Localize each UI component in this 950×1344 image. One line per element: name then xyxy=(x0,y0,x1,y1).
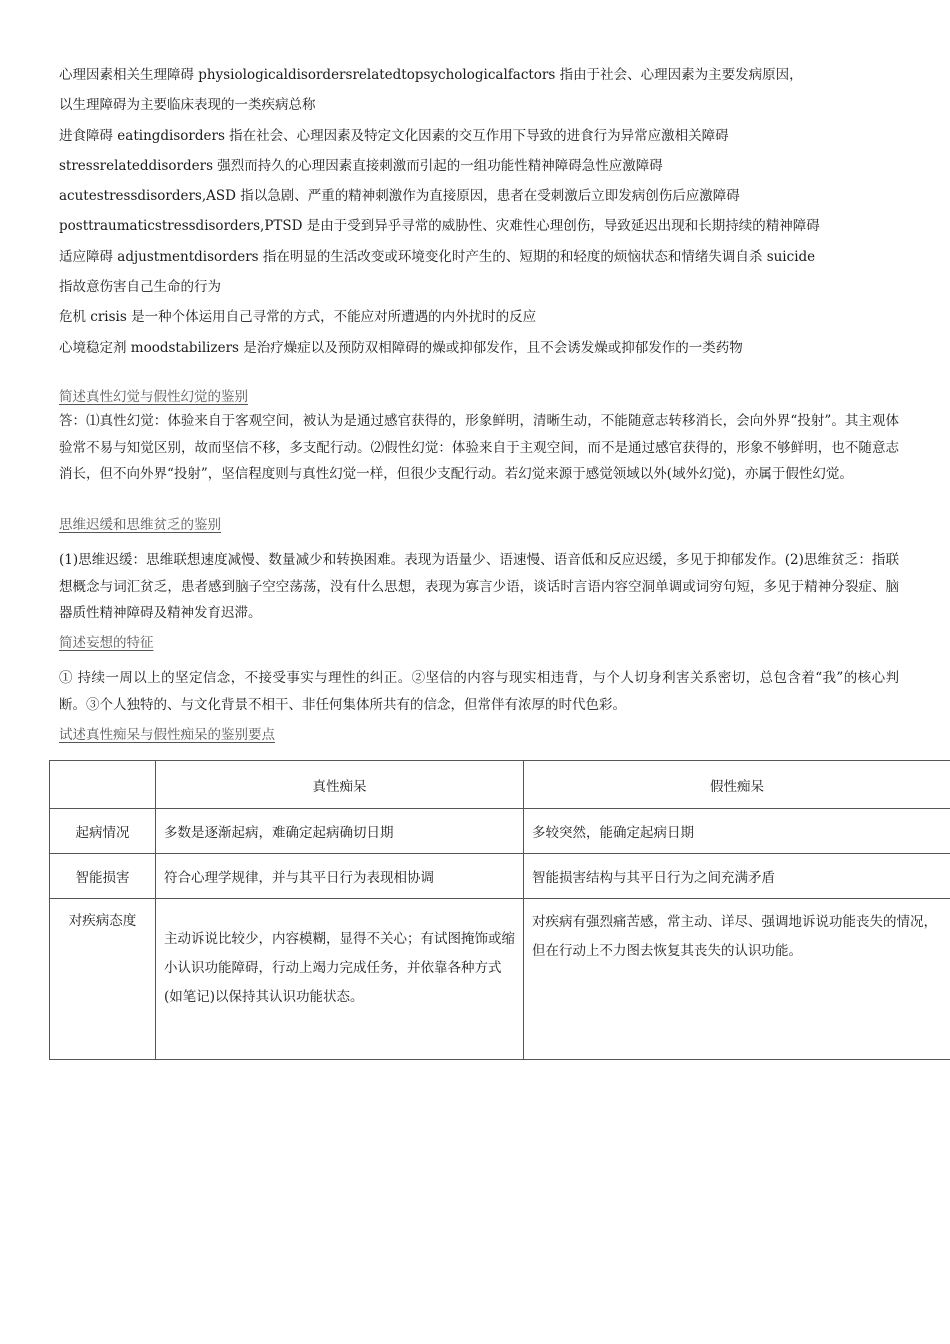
section-heading: 思维迟缓和思维贫乏的鉴别 xyxy=(59,517,221,533)
definition-line: 以生理障碍为主要临床表现的一类疾病总称 xyxy=(59,97,316,114)
section-delusion xyxy=(59,632,899,718)
table-cell: 多数是逐渐起病，难确定起病确切日期 xyxy=(156,809,524,854)
section-heading: 简述真性幻觉与假性幻觉的鉴别 xyxy=(59,389,248,405)
table-cell: 主动诉说比较少，内容模糊，显得不关心；有试图掩饰或缩小认识功能障碍，行动上竭力完成任务，并依靠各种方式(如笔记)以保持其认识功能状态。 xyxy=(156,899,524,1060)
table-header-cell xyxy=(50,761,156,809)
section-thinking xyxy=(59,514,899,627)
definition-line: acutestressdisorders,ASD 指以急剧、严重的精神刺激作为直接原因，患者在受刺激后立即发病创伤后应激障碍 xyxy=(59,188,740,205)
section-dementia xyxy=(59,724,899,746)
table-cell: 智能损害 xyxy=(50,854,156,899)
table-row xyxy=(50,854,950,899)
dementia-comparison-table xyxy=(49,760,950,1060)
section-hallucination xyxy=(59,386,899,488)
definition-line: 进食障碍 eatingdisorders 指在社会、心理因素及特定文化因素的交互作用下导致的进食行为异常应激相关障碍 xyxy=(59,127,729,144)
definition-line: 危机 crisis 是一种个体运用自己寻常的方式，不能应对所遭遇的内外扰时的反应 xyxy=(59,309,537,326)
table-row xyxy=(50,899,950,1060)
table-header-cell: 假性痴呆 xyxy=(524,761,950,809)
section-answer: 答：⑴真性幻觉：体验来自于客观空间，被认为是通过感官获得的，形象鲜明，清晰生动，不能随意志转移消长，会向外界“投射”。其主观体验常不易与知觉区别，故而坚信不移，多支配行动。⑵假性幻觉：体验来自于主观空间，而不是通过感官获得的，形象不够鲜明，也不随意志消长，但不向外界“投射”，坚信程度则与真性幻觉一样，但很少支配行动。若幻觉来源于感觉领域以外(域外幻觉)，亦属于假性幻觉。 xyxy=(59,413,899,482)
definition-line: 指故意伤害自己生命的行为 xyxy=(59,279,221,296)
definition-line: 心境稳定剂 moodstabilizers 是治疗燥症以及预防双相障碍的燥或抑郁发作，且不会诱发燥或抑郁发作的一类药物 xyxy=(59,339,743,356)
table-cell: 智能损害结构与其平日行为之间充满矛盾 xyxy=(524,854,950,899)
definitions-block xyxy=(59,60,899,363)
section-heading: 简述妄想的特征 xyxy=(59,635,154,651)
table-cell: 对疾病有强烈痛苦感，常主动、详尽、强调地诉说功能丧失的情况，但在行动上不力图去恢复其丧失的认识功能。 xyxy=(524,899,950,1060)
table-cell: 多较突然，能确定起病日期 xyxy=(524,809,950,854)
table-header-cell: 真性痴呆 xyxy=(156,761,524,809)
table-header-row xyxy=(50,761,950,809)
table-cell: 对疾病态度 xyxy=(50,899,156,1060)
table-cell: 符合心理学规律，并与其平日行为表现相协调 xyxy=(156,854,524,899)
definition-line: posttraumaticstressdisorders,PTSD 是由于受到异乎寻常的威胁性、灾难性心理创伤，导致延迟出现和长期持续的精神障碍 xyxy=(59,218,820,235)
section-heading: 试述真性痴呆与假性痴呆的鉴别要点 xyxy=(59,727,275,743)
table-row xyxy=(50,809,950,854)
definition-line: 适应障碍 adjustmentdisorders 指在明显的生活改变或环境变化时产生的、短期的和轻度的烦恼状态和情绪失调自杀 suicide xyxy=(59,248,816,265)
table-cell: 起病情况 xyxy=(50,809,156,854)
section-answer: ① 持续一周以上的坚定信念，不接受事实与理性的纠正。②坚信的内容与现实相违背，与个人切身利害关系密切，总包含着“我”的核心判断。③个人独特的、与文化背景不相干、非任何集体所共有的信念，但常伴有浓厚的时代色彩。 xyxy=(59,670,899,713)
section-answer: (1)思维迟缓：思维联想速度减慢、数量减少和转换困难。表现为语量少、语速慢、语音低和反应迟缓，多见于抑郁发作。(2)思维贫乏：指联想概念与词汇贫乏，患者感到脑子空空荡荡，没有什么思想，表现为寡言少语，谈话时言语内容空洞单调或词穷句短，多见于精神分裂症、脑器质性精神障碍及精神发育迟滞。 xyxy=(59,552,899,621)
definition-line: stressrelateddisorders 强烈而持久的心理因素直接刺激而引起的一组功能性精神障碍急性应激障碍 xyxy=(59,157,663,174)
definition-line: 心理因素相关生理障碍 physiologicaldisordersrelatedtopsychologicalfactors 指由于社会、心理因素为主要发病原因， xyxy=(59,67,803,83)
